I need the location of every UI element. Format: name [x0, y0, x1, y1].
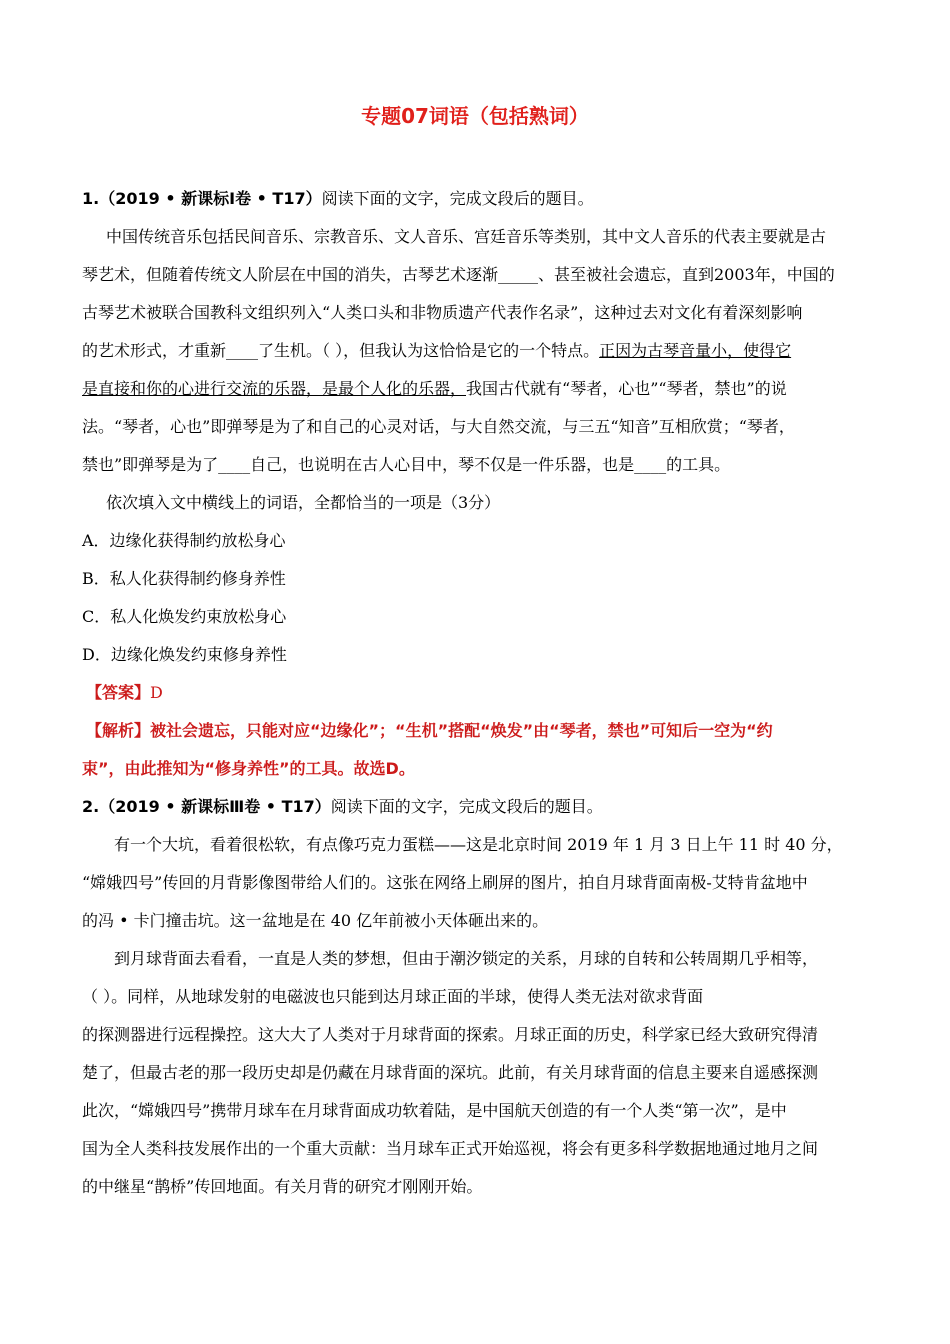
option-b: B．私人化获得制约修身养性 — [82, 569, 286, 588]
q2-paragraph-line: 的探测器进行远程操控。这大大了人类对于月球背面的探索。月球正面的历史，科学家已经大致研究得清 — [82, 1025, 819, 1044]
q2-paragraph-line: 的冯 • 卡门撞击坑。这一盆地是在 40 亿年前被小天体砸出来的。 — [82, 911, 549, 930]
q2-paragraph-line: （ ）。同样，从地球发射的电磁波也只能到达月球正面的半球，使得人类无法对欲求背面 — [82, 987, 704, 1006]
q2-paragraph-line: 楚了，但最古老的那一段历史却是仍藏在月球背面的深坑。此前，有关月球背面的信息主要来自遥感探测 — [82, 1063, 819, 1082]
analysis-label: 【解析】 — [86, 721, 151, 740]
q1-paragraph-line: 中国传统音乐包括民间音乐、宗教音乐、文人音乐、宫廷音乐等类别，其中文人音乐的代表主要就是古 — [106, 227, 827, 246]
q1-paragraph-line: 法。“琴者，心也”即弹琴是为了和自己的心灵对话，与大自然交流，与三五“知音”互相欣赏；“琴者， — [82, 417, 795, 436]
question-2-header — [82, 796, 872, 818]
q2-paragraph-line: “嫦娥四号”传回的月背影像图带给人们的。这张在网络上刷屏的图片，拍自月球背面南极-艾特肯盆地中 — [82, 873, 808, 892]
answer-line — [86, 682, 876, 704]
analysis-line — [86, 720, 876, 742]
q1-text-segment: 我国古代就有“琴者，心也”“琴者，禁也”的说 — [466, 379, 787, 398]
q2-paragraph-line: 的中继星“鹊桥”传回地面。有关月背的研究才刚刚开始。 — [82, 1177, 483, 1196]
question-1-instruction: 阅读下面的文字，完成文段后的题目。 — [321, 189, 594, 208]
q1-paragraph-line — [82, 378, 872, 400]
q1-underlined-sentence: 是直接和你的心进行交流的乐器，是最个人化的乐器， — [82, 379, 467, 398]
question-2-instruction: 阅读下面的文字，完成文段后的题目。 — [330, 797, 603, 816]
q1-paragraph-line: 禁也”即弹琴是为了____自己，也说明在古人心目中，琴不仅是一件乐器，也是____的工具。 — [82, 455, 731, 474]
q1-paragraph-line: 古琴艺术被联合国教科文组织列入“人类口头和非物质遗产代表作名录”，这种过去对文化有着深刻影响 — [82, 303, 803, 322]
analysis-text: 束”，由此推知为“修身养性”的工具。故选D。 — [82, 759, 415, 778]
q1-prompt: 依次填入文中横线上的词语，全都恰当的一项是（3分） — [106, 493, 501, 512]
option-a: A．边缘化获得制约放松身心 — [82, 531, 286, 550]
question-1-source: 1.（2019 • 新课标Ⅰ卷 • T17） — [82, 189, 322, 208]
question-2-source: 2.（2019 • 新课标Ⅲ卷 • T17） — [82, 797, 331, 816]
q2-paragraph-line: 有一个大坑，看着很松软，有点像巧克力蛋糕——这是北京时间 2019 年 1 月 3 日上午 11 时 40 分， — [114, 835, 843, 854]
analysis-text: 被社会遗忘，只能对应“边缘化”；“生机”搭配“焕发”由“琴者，禁也”可知后一空为“约 — [150, 721, 773, 740]
q2-paragraph-line: 到月球背面去看看，一直是人类的梦想，但由于潮汐锁定的关系，月球的自转和公转周期几乎相等， — [114, 949, 819, 968]
q1-paragraph-line: 琴艺术，但随着传统文人阶层在中国的消失，古琴艺术逐渐_____、甚至被社会遗忘，直到2003年，中国的 — [82, 265, 835, 284]
option-c: C．私人化焕发约束放松身心 — [82, 607, 287, 626]
question-1-header — [82, 188, 872, 210]
q1-underlined-sentence: 正因为古琴音量小，使得它 — [599, 341, 792, 360]
answer-value: D — [150, 683, 163, 702]
q2-paragraph-line: 国为全人类科技发展作出的一个重大贡献：当月球车正式开始巡视，将会有更多科学数据地通过地月之间 — [82, 1139, 819, 1158]
page-title: 专题07词语（包括熟词） — [361, 104, 589, 128]
option-d: D．边缘化焕发约束修身养性 — [82, 645, 287, 664]
q2-paragraph-line: 此次，“嫦娥四号”携带月球车在月球背面成功软着陆，是中国航天创造的有一个人类“第一次”，是中 — [82, 1101, 787, 1120]
q1-paragraph-line — [82, 340, 872, 362]
q1-text-segment: 的艺术形式，才重新____了生机。（ ），但我认为这恰恰是它的一个特点。 — [82, 341, 600, 360]
answer-label: 【答案】 — [86, 683, 151, 702]
